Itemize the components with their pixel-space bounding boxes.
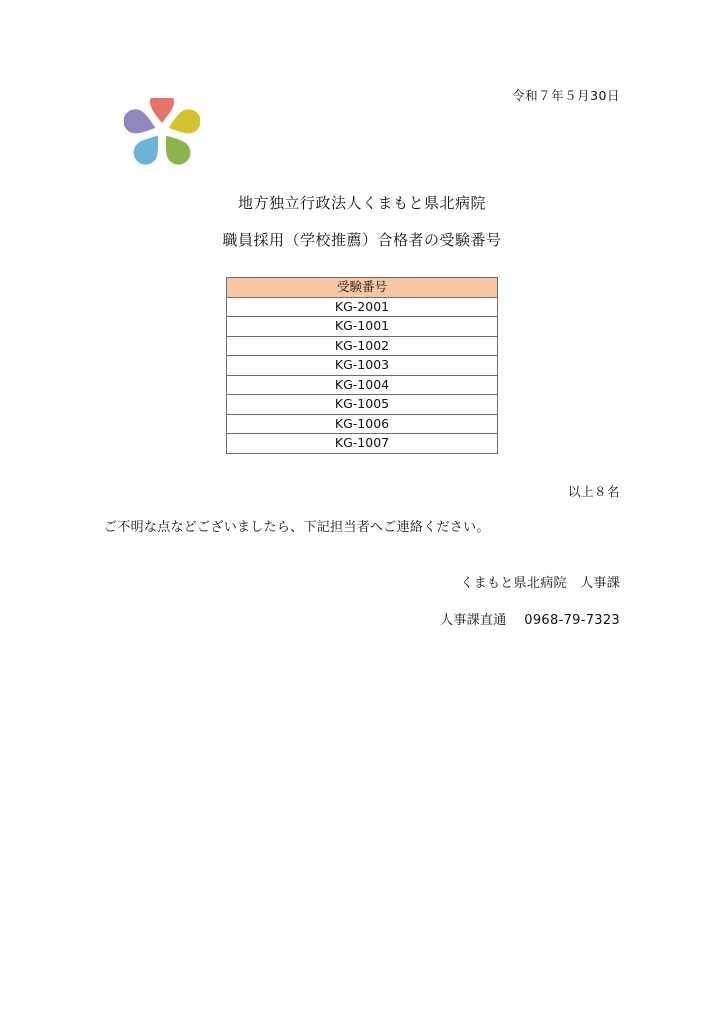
table-row bbox=[227, 356, 498, 376]
table-header-row bbox=[227, 278, 498, 298]
exam-number-cell: KG-1006 bbox=[227, 414, 498, 434]
table-row bbox=[227, 414, 498, 434]
table-row bbox=[227, 434, 498, 454]
contact-phone: 人事課直通 0968-79-7323 bbox=[440, 613, 620, 628]
total-count: 以上８名 bbox=[567, 484, 620, 499]
table-row bbox=[227, 297, 498, 317]
document-title: 職員採用（学校推薦）合格者の受験番号 bbox=[222, 231, 502, 249]
table-header-exam-number: 受験番号 bbox=[227, 278, 498, 298]
exam-number-cell: KG-1001 bbox=[227, 317, 498, 337]
table-row bbox=[227, 336, 498, 356]
table-row bbox=[227, 375, 498, 395]
contact-department: くまもと県北病院 人事課 bbox=[460, 576, 620, 591]
logo-petal bbox=[150, 98, 174, 123]
logo-petal bbox=[129, 129, 168, 168]
exam-number-table bbox=[226, 277, 498, 454]
exam-number-cell: KG-1002 bbox=[227, 336, 498, 356]
table-row bbox=[227, 317, 498, 337]
exam-number-cell: KG-1003 bbox=[227, 356, 498, 376]
table-row bbox=[227, 395, 498, 415]
hospital-logo-icon bbox=[124, 98, 200, 168]
exam-number-cell: KG-1005 bbox=[227, 395, 498, 415]
contact-notice: ご不明な点などございましたら、下記担当者へご連絡ください。 bbox=[104, 520, 490, 535]
exam-number-cell: KG-1007 bbox=[227, 434, 498, 454]
organization-title: 地方独立行政法人くまもと県北病院 bbox=[237, 194, 486, 212]
logo-petal bbox=[156, 129, 195, 168]
document-date: 令和７年５月30日 bbox=[512, 88, 620, 103]
exam-number-cell: KG-2001 bbox=[227, 297, 498, 317]
exam-number-cell: KG-1004 bbox=[227, 375, 498, 395]
